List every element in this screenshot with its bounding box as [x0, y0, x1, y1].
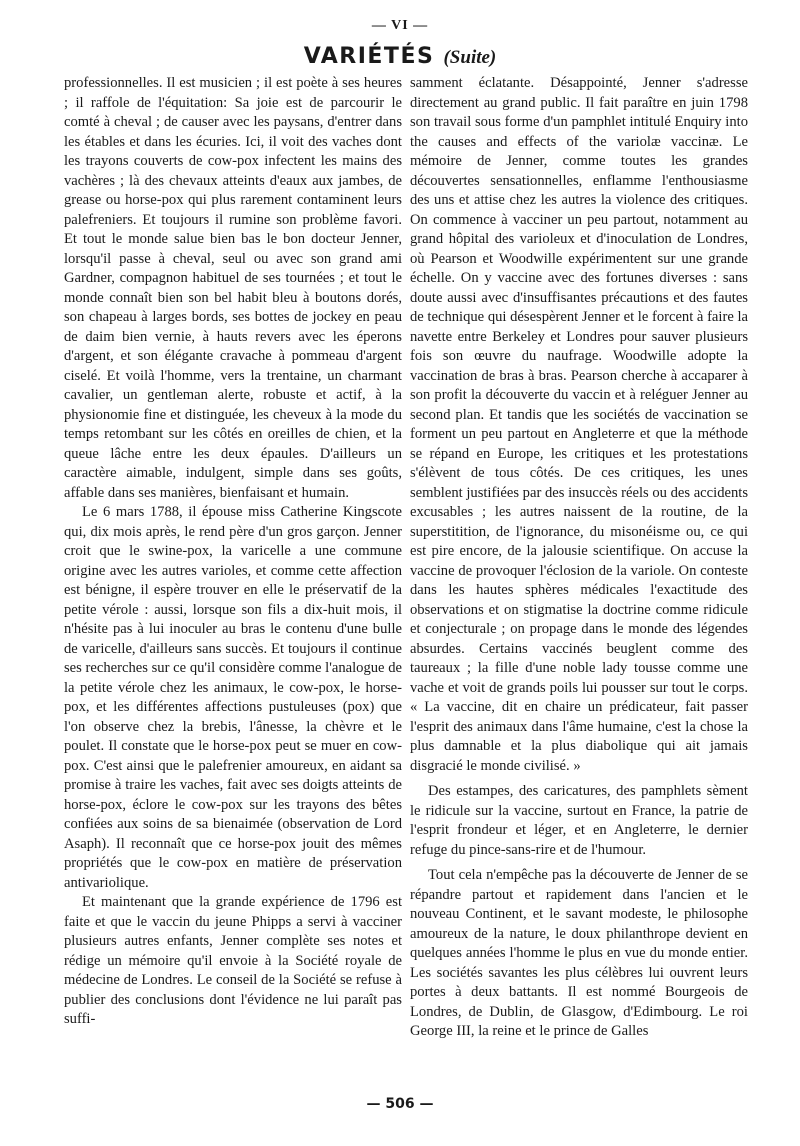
page-number: — 506 —	[366, 1096, 434, 1112]
paragraph: Tout cela n'empêche pas la découverte de Jenner de se répandre partout et rapidement dans l'ancien et le nouveau Continent, et le savant modeste, le philosophe amoureux de la nature, le doux philanthrope devient en quelques années l'homme le plus en vue du monde entier. Les sociétés savantes les plus célèbres lui ouvrent leurs portes à deux battants. Il est nommé Bourgeois de Londres, de Dublin, de Glasgow, d'Edimbourg. Le roi George III, la reine et le prince de Galles	[410, 867, 748, 1039]
paragraph: samment éclatante. Désappointé, Jenner s'adresse directement au grand public. Il fait paraître en juin 1798 son travail sous forme d'un pamphlet intitulé Enquiry into the causes and effects of the variolæ vaccinæ. Le mémoire de Jenner, comme toutes les grandes découvertes sensationnelles, enflamme l'enthousiasme des uns et attise chez les autres la violence des critiques. On commence à vacciner un peu partout, notamment au grand hôpital des varioleux et d'inoculation de Londres, où Pearson et Woodwille expérimentent sur une grande échelle. On y vaccine avec des fortunes diverses : sans doute aussi avec d'insuffisantes précautions et des fautes de technique qui désespèrent Jenner et le forcent à faire la navette entre Berkeley et Londres pour sauver plusieurs fois son œuvre du naufrage. Woodwille adopte la vaccination de bras à bras. Pearson cherche à accaparer à son profit la découverte du vaccin et à reléguer Jenner au second plan. Et tandis que les sociétés de vaccination se forment un peu partout en Angleterre et que la méthode se répand en Europe, les critiques et les protestations s'élèvent de tous côtés. De ces critiques, les unes semblent justifiées par des insuccès réels ou des accidents excusables ; les autres naissent de la routine, de la superstitition, de l'ignorance, du misonéisme ou, ce qui est pire encore, de la jalousie scientifique. On accuse la vaccine de provoquer l'éclosion de la variole. On conteste dans les hautes sphères médicales l'exactitude des observations et on stigmatise la doctrine comme ridicule et conjecturale ; on propage dans le monde des légendes absurdes. Certains vaccinés beuglent comme des taureaux ; la fille d'une noble lady tousse comme une vache et voit de grands poils lui pousser sur tout le corps. « La vaccine, dit en chaire un prédicateur, fait passer l'esprit des animaux dans l'âme humaine, c'est la chose la plus damnable et la plus diabolique qui ait jamais disgracié le monde civilisé. »	[410, 75, 748, 774]
section-title-suite: (Suite)	[443, 47, 497, 68]
left-column	[64, 74, 402, 1030]
section-title-main: VARIÉTÉS	[303, 44, 435, 69]
page-marker: — VI —	[371, 18, 429, 33]
paragraph: Des estampes, des caricatures, des pamphlets sèment le ridicule sur la vaccine, surtout en France, la patrie de l'esprit frondeur et léger, et en Angleterre, le dernier refuge du pince-sans-rire et de l'humour.	[410, 783, 748, 858]
section-title	[0, 44, 800, 69]
paragraph: professionnelles. Il est musicien ; il est poète à ses heures ; il raffole de l'équitation: Sa joie est de parcourir le comté à cheval ; de causer avec les paysans, d'entrer dans les étables et dans les écuries. Ici, il voit des vaches dont les trayons couverts de cow-pox infectent les mains des vachères ; là des chevaux atteints d'eaux aux jambes, de grease ou horse-pox qui plus rarement contaminent leurs palefreniers. Et toujours il rumine son problème favori. Et tout le monde salue bien bas le bon docteur Jenner, lorsqu'il passe à cheval, seul ou avec son grand ami Gardner, compagnon habituel de ses tournées ; et tout le monde connaît bien son bel habit bleu à boutons dorés, son chapeau à larges bords, ses bottes de jockey en peau de daim bien vernie, à hauts revers avec les éperons d'argent, et son élégante cravache à pommeau d'argent ciselé. Et voilà l'homme, vers la trentaine, un charmant cavalier, un gentleman alerte, robuste et actif, à la physionomie fine et distinguée, les cheveux à la mode du temps retombant sur les côtés en oreilles de chien, et la queue lâche entre les deux épaules. D'ailleurs un caractère aimable, indulgent, simple dans ses goûts, affable dans ses manières, bienfaisant et humain.	[64, 75, 402, 501]
paragraph: Le 6 mars 1788, il épouse miss Catherine Kingscote qui, dix mois après, le rend père d'un gros garçon. Jenner croit que le swine-pox, la varicelle a une commune origine avec les autres varioles, et comme cette affection est bénigne, il espère trouver en elle le préservatif de la petite vérole : aussi, lorsque son fils a dix-huit mois, il n'hésite pas à lui inoculer au bras le contenu d'une bulle de varicelle, d'ailleurs sans succès. Et toujours il continue ses recherches sur ce qu'il considère comme l'analogue de la petite vérole chez les animaux, le cow-pox, le horse-pox, et les différentes affections pustuleuses (pox) que l'on observe chez la brebis, l'ânesse, la chèvre et le poulet. Il constate que le horse-pox peut se muer en cow-pox. C'est ainsi que le palefrenier amoureux, en aidant sa promise à traire les vaches, fait avec ses doigts atteints de horse-pox, éclore le cow-pox sur les trayons des bêtes confiées aux soins de sa bienaimée (observation de Lord Asaph). Il reconnaît que ce horse-pox jouit des mêmes propriétés que le cow-pox en matière de préservation antivariolique.	[64, 504, 402, 891]
paragraph: Et maintenant que la grande expérience de 1796 est faite et que le vaccin du jeune Phipps a servi à vacciner plusieurs autres enfants, Jenner complète ses notes et rédige un mémoire qu'il envoie à la Société royale de médecine de Londres. Le conseil de la Société se refuse à publier des conclusions dont l'évidence ne lui paraît pas suffi-	[64, 894, 402, 1027]
right-column	[410, 74, 748, 1042]
